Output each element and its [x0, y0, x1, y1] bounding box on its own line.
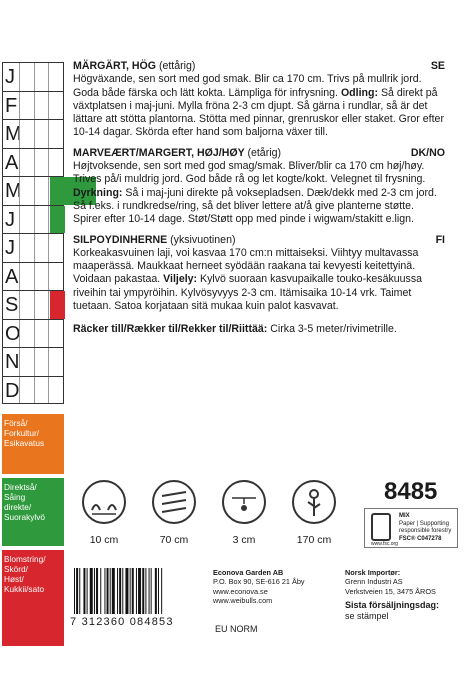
section-se — [73, 60, 445, 140]
section-body-fi: Korkeakasvuinen laji, voi kasvaa 170 cm:n mittaiseksi. Viihtyy multavassa maaperässä. Maukkaat herneet syödään raakana tai kevyesti keitettyinä. Voidaan pakastaa. Viljely: Kylvö suoraan kasvupaikalle touko-kesäkuussa riveihin tai ympyröihin. Kylvösyvyys 2-3 cm. Itämisaika 10-14 vrk. Taimet tuetaan. Satoa korjataan sitä mukaa kuin palot kasvavat. — [73, 246, 423, 313]
eu-norm: EU NORM — [215, 624, 258, 634]
barcode-bar — [138, 568, 141, 614]
barcode-bar — [161, 568, 162, 614]
barcode-bar — [158, 568, 159, 614]
section-subtitle-dk: (etårig) — [247, 146, 281, 159]
company-info: Econova Garden AB P.O. Box 90, SE-616 21 Åby www.econova.se www.weibulls.com — [213, 568, 305, 606]
sowing-depth-icon — [222, 480, 266, 524]
section-fi — [73, 234, 445, 314]
cultivation-icons — [82, 480, 362, 554]
calendar-month-10 — [2, 319, 64, 348]
section-title-se: MÄRGÄRT, HÖG — [73, 60, 156, 72]
section-subtitle-se: (ettårig) — [158, 60, 196, 72]
barcode-bar — [155, 568, 157, 614]
calendar-period-fill — [50, 291, 65, 319]
calendar-month-8 — [2, 262, 64, 291]
barcode-bar — [110, 568, 111, 614]
last-sale-date: Sista försäljningsdag: se stämpel — [345, 600, 440, 621]
section-title-dk: MARVEÆRT/MARGERT, HØJ/HØY — [73, 146, 245, 159]
month-letter: A — [5, 151, 19, 174]
month-letter: J — [5, 237, 15, 259]
legend-harvest: Blomstring/ Skörd/ Høst/ Kukkii/sato — [2, 550, 64, 646]
month-letter: J — [5, 66, 15, 88]
barcode-bar — [112, 568, 115, 614]
barcode-bar — [79, 568, 80, 614]
section-body-se: Högväxande, sen sort med god smak. Blir ca 170 cm. Trivs på mullrik jord. Goda både färska och lätt kokta. Lämpliga för infrysning. Odling: Så direkt på växtplatsen i maj-juni. Mylla fröna 2-3 cm djupt. Så gärna i rundlar, så är det lättare att stötta plantorna. Stötta med pinnar, grenruskor eller staket. Gror efter 10-14 dagar. Skörda efter hand som baljorna växer till. — [73, 73, 444, 139]
calendar-month-9 — [2, 290, 64, 319]
barcode-bar — [130, 568, 131, 614]
plant-spacing-icon — [82, 480, 126, 524]
barcode-bar — [119, 568, 121, 614]
barcode-bar — [100, 568, 101, 614]
section-body-dk: Højtvoksende, sen sort med god smag/smak. Bliver/blir ca 170 cm høj/høy. Trives på/i muldrig jord. God både rå og let kogte/kokt. Velegnet til frysning. Dyrkning: Så i maj-juni direkte på voksepladsen. Dæk/dekk med 2-3 cm jord. Så f.eks. i rundkredse/ring, så det bliver lettere at/å give planterne støtte. Spirer efter 10-14 dage. Støt/Støtt opp med pinde i wigwam/stakitt e.lign. — [73, 160, 437, 226]
barcode-bar — [117, 568, 118, 614]
calendar-month-5 — [2, 176, 64, 205]
plant-height-icon — [292, 480, 336, 524]
barcode-bar — [76, 568, 78, 614]
product-code: 8485 — [384, 478, 438, 505]
fsc-tree-icon — [371, 513, 391, 541]
legend-direct-sowing: Direktså/ Såing direkte/ Suorakylvö — [2, 478, 64, 546]
barcode-bar — [94, 568, 95, 614]
icon-label-row: 70 cm — [159, 534, 189, 546]
month-letter: A — [5, 265, 19, 288]
barcode-bar — [107, 568, 109, 614]
barcode-bar — [96, 568, 98, 614]
barcode-bar — [90, 568, 93, 614]
coverage-info: Räcker till/Rækker til/Rekker til/Riittää: Cirka 3-5 meter/rivimetrille. — [73, 323, 397, 336]
calendar-month-4 — [2, 148, 64, 177]
calendar-month-11 — [2, 347, 64, 376]
month-letter: N — [5, 351, 20, 373]
section-dk — [73, 147, 445, 227]
calendar-month-7 — [2, 233, 64, 262]
calendar-month-3 — [2, 119, 64, 148]
barcode-bar — [74, 568, 75, 614]
icon-label-height: 170 cm — [296, 534, 332, 546]
icon-label-spacing: 10 cm — [89, 534, 119, 546]
barcode-bar — [142, 568, 144, 614]
legend-indoor-sowing: Förså/ Forkultur/ Esikavatus — [2, 414, 64, 474]
icon-label-depth: 3 cm — [232, 534, 256, 546]
barcode-bar — [151, 568, 152, 614]
barcode-bar — [136, 568, 137, 614]
description-text — [73, 60, 445, 337]
calendar-period-fill — [50, 206, 65, 234]
barcode-bar — [83, 568, 85, 614]
lang-code-dk: DK/NO — [410, 146, 445, 159]
calendar-month-2 — [2, 91, 64, 120]
month-letter: M — [5, 123, 22, 145]
lang-code-fi: FI — [435, 233, 445, 246]
row-spacing-icon — [152, 480, 196, 524]
calendar-month-6 — [2, 205, 64, 234]
barcode-bar — [122, 568, 123, 614]
barcode-digits: 7 312360 084853 — [70, 616, 174, 628]
barcode-bar — [145, 568, 146, 614]
section-title-fi: SILPOYDINHERNE — [73, 233, 168, 246]
month-letter: J — [5, 208, 15, 231]
month-letter: F — [5, 94, 18, 117]
lang-code-se: SE — [430, 60, 445, 72]
barcode-bar — [125, 568, 128, 614]
sowing-calendar — [2, 62, 64, 404]
importer-info: Norsk Importør: Grenn Industri AS Verkstveien 15, 3475 ÅROS — [345, 568, 436, 596]
fsc-label: MIX Paper | Supporting responsible forestry FSC® C047278 www.fsc.org — [364, 508, 458, 548]
calendar-month-1 — [2, 62, 64, 91]
month-letter: O — [5, 322, 21, 345]
barcode-bar — [87, 568, 88, 614]
barcode-bar — [132, 568, 134, 614]
barcode — [70, 568, 205, 622]
month-letter: M — [5, 180, 22, 202]
barcode-bar — [149, 568, 150, 614]
calendar-month-12 — [2, 376, 64, 405]
barcode-bar — [104, 568, 105, 614]
month-letter: D — [5, 379, 20, 402]
section-subtitle-fi: (yksivuotinen) — [170, 233, 236, 246]
month-letter: S — [5, 294, 19, 316]
